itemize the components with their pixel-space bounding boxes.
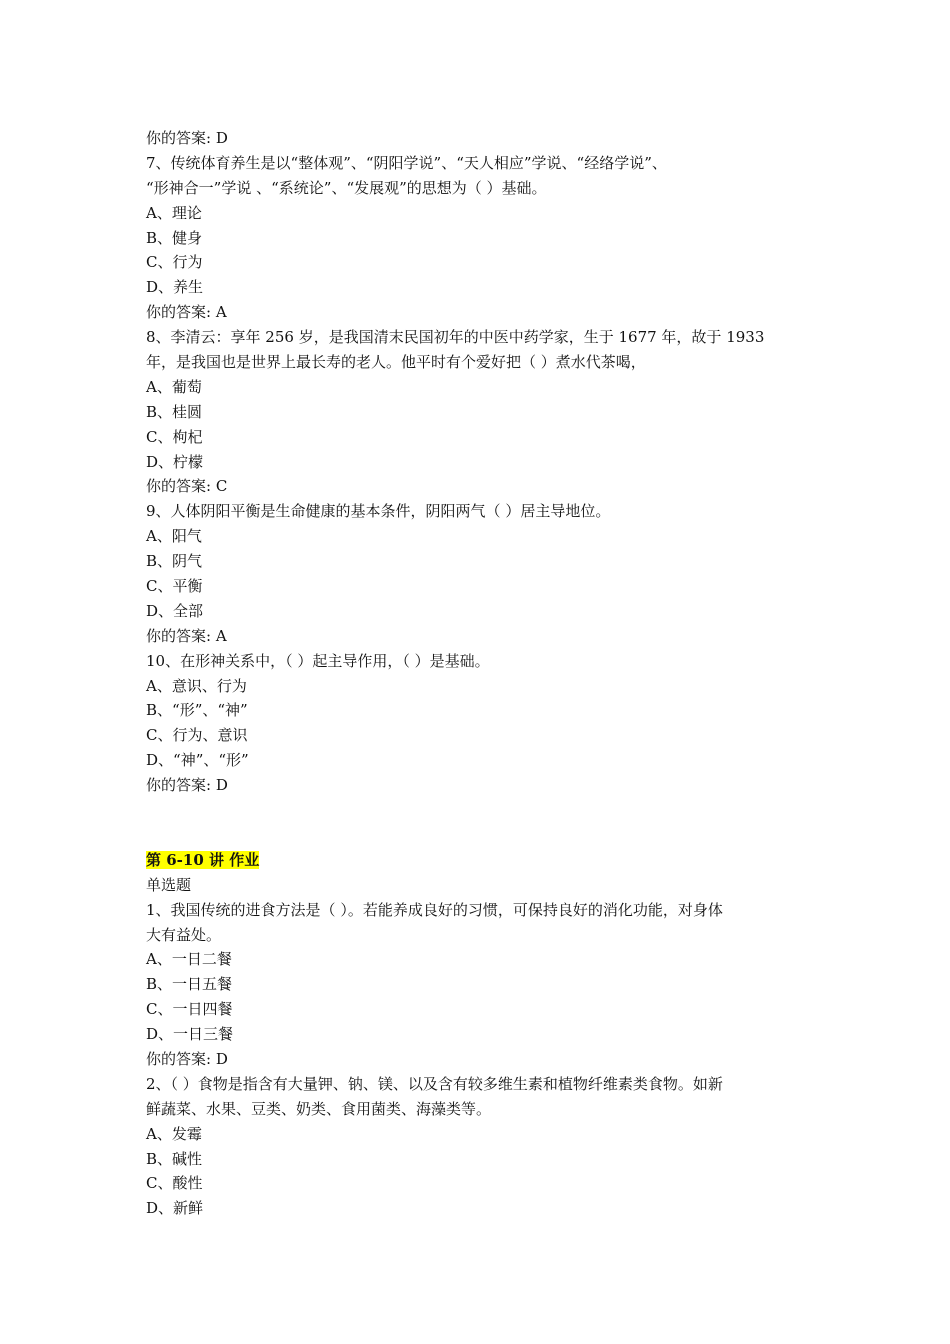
text-line: 8、李清云：享年 256 岁，是我国清末民国初年的中医中药学家，生于 1677 年，故于 1933	[146, 328, 765, 347]
text-line: C、酸性	[146, 1174, 203, 1193]
text-line: D、全部	[146, 601, 204, 620]
text-line: 你的答案: A	[146, 303, 227, 322]
text-line: 你的答案: D	[146, 129, 228, 147]
text-line: 2、（ ）食物是指含有大量钾、钠、镁、以及含有较多维生素和植物纤维素类食物。如新	[146, 1074, 723, 1093]
text-line: C、枸杞	[146, 427, 203, 446]
text-line: 1、我国传统的进食方法是（ ）。若能养成良好的习惯，可保持良好的消化功能，对身体	[146, 900, 723, 919]
text-line: D、柠檬	[146, 452, 204, 471]
text-line: C、平衡	[146, 577, 203, 596]
section-gap	[146, 798, 826, 848]
text-line: B、碱性	[146, 1149, 203, 1168]
section-heading-text: 第 6-10 讲 作业	[146, 850, 260, 869]
text-line: A、阳气	[146, 527, 202, 546]
text-line: 你的答案: D	[146, 776, 228, 795]
text-line: 你的答案: C	[146, 477, 228, 496]
text-line: 9、人体阴阳平衡是生命健康的基本条件，阴阳两气（ ）居主导地位。	[146, 502, 611, 521]
text-line: D、“神”、“形”	[146, 751, 249, 770]
text-line: C、一日四餐	[146, 1000, 233, 1019]
document-page	[146, 126, 826, 1221]
text-line: 鲜蔬菜、水果、豆类、奶类、食用菌类、海藻类等。	[146, 1099, 492, 1118]
text-line: 7、传统体育养生是以“整体观”、“阴阳学说”、“天人相应”学说、“经络学说”、	[146, 153, 667, 172]
text-line: A、发霉	[146, 1124, 202, 1143]
text-line: 10、在形神关系中，（ ）起主导作用，（ ）是基础。	[146, 651, 490, 670]
text-line: D、新鲜	[146, 1199, 204, 1218]
text-line: 你的答案: A	[146, 626, 227, 645]
text-line: A、意识、行为	[146, 676, 247, 695]
text-line: D、养生	[146, 278, 204, 297]
text-line: B、一日五餐	[146, 975, 233, 994]
text-line: A、理论	[146, 203, 202, 222]
text-line: B、阴气	[146, 552, 203, 571]
text-line: C、行为	[146, 253, 203, 272]
question-block-bottom	[146, 873, 826, 1221]
text-line: “形神合一”学说 、“系统论”、“发展观”的思想为（ ）基础。	[146, 178, 547, 197]
text-line: B、桂圆	[146, 402, 203, 421]
text-line: 大有益处。	[146, 925, 222, 944]
text-line: B、“形”、“神”	[146, 701, 248, 720]
text-line: D、一日三餐	[146, 1025, 234, 1044]
text-line: A、葡萄	[146, 377, 202, 396]
text-line: C、行为、意识	[146, 726, 248, 745]
text-line: 年，是我国也是世界上最长寿的老人。他平时有个爱好把（ ）煮水代茶喝，	[146, 353, 646, 372]
text-line: B、健身	[146, 228, 203, 247]
text-line: 单选题	[146, 875, 192, 894]
section-heading	[146, 848, 826, 873]
text-line: 你的答案: D	[146, 1049, 228, 1068]
question-block-top	[146, 126, 826, 798]
text-line: A、一日二餐	[146, 950, 232, 969]
